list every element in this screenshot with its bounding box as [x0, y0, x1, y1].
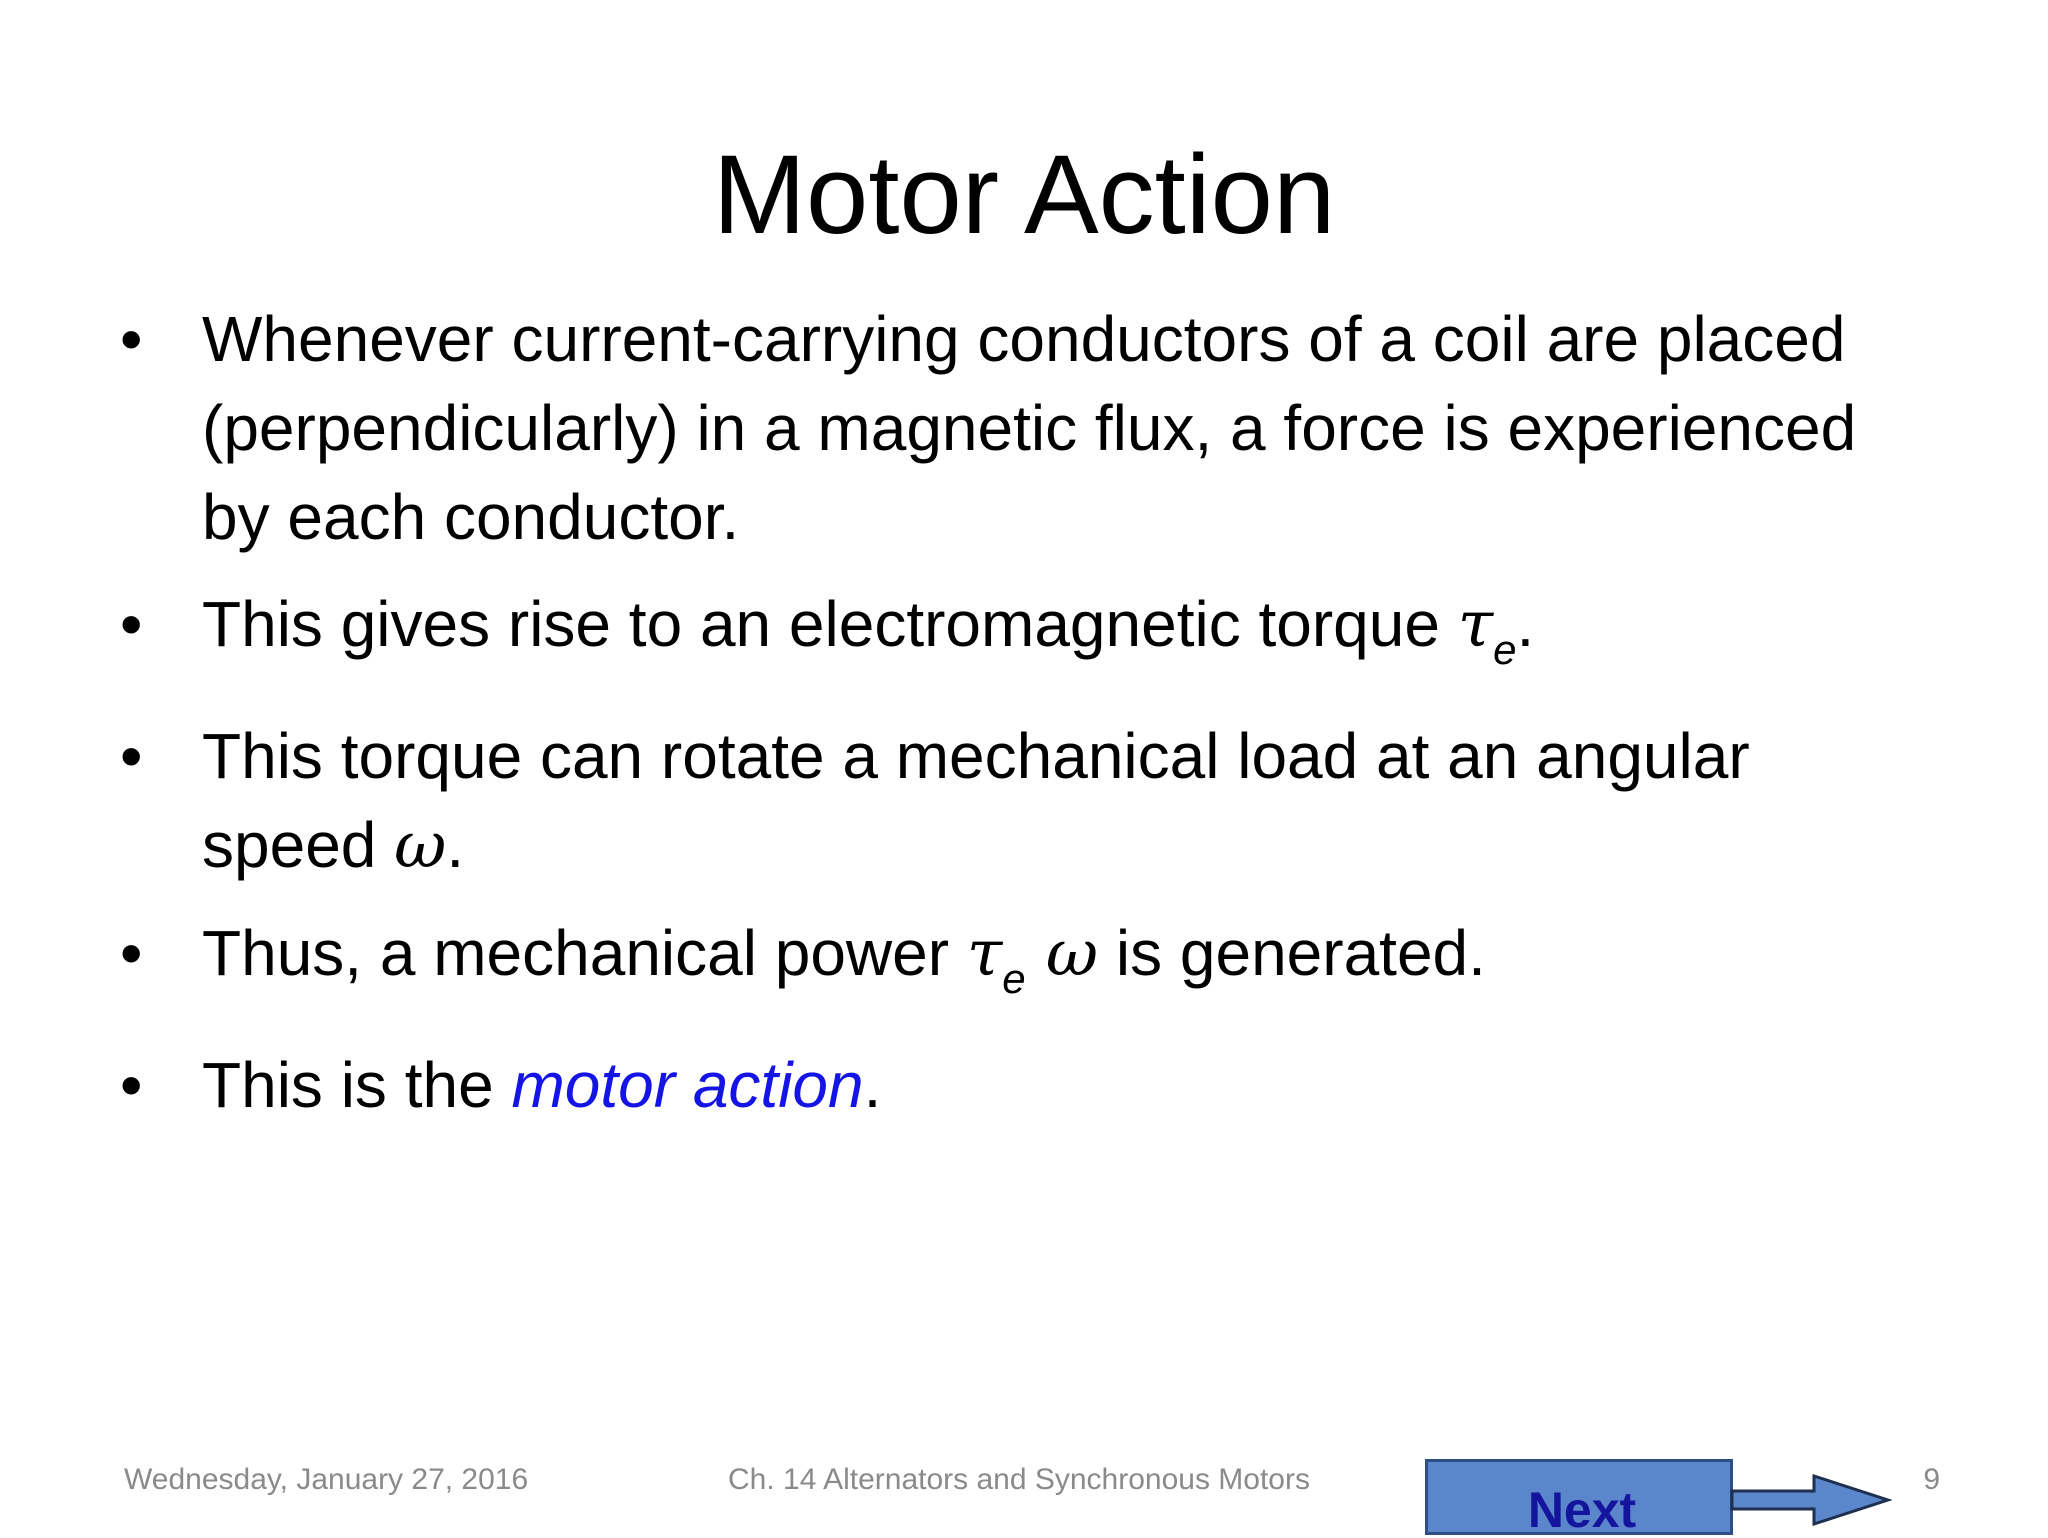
- omega-symbol: ω: [394, 809, 447, 883]
- torque-symbol: τ: [1457, 588, 1494, 662]
- torque-subscript: e: [1002, 955, 1026, 1002]
- slide-title: Motor Action: [712, 132, 1336, 257]
- bullet-point-icon: •: [120, 917, 143, 989]
- footer-chapter: Ch. 14 Alternators and Synchronous Motors: [728, 1463, 1310, 1496]
- footer-date: Wednesday, January 27, 2016: [124, 1463, 529, 1496]
- bullet-point-icon: •: [120, 1049, 143, 1121]
- motor-action-highlight: motor action: [511, 1049, 864, 1121]
- bullet-text-end: .: [446, 809, 465, 881]
- bullet-text-end: .: [863, 1049, 882, 1121]
- bullet-text: This gives rise to an electromagnetic torque: [202, 588, 1458, 660]
- torque-subscript: e: [1493, 626, 1517, 673]
- bullet-item: [120, 909, 1900, 1023]
- bullet-point-icon: •: [120, 720, 143, 792]
- bullet-item: [120, 712, 1900, 891]
- bullet-text: Thus, a mechanical power: [202, 917, 967, 989]
- bullet-list: [120, 295, 1900, 1148]
- torque-symbol: τ: [966, 917, 1003, 991]
- next-button[interactable]: [1425, 1459, 1733, 1538]
- bullet-point-icon: •: [120, 588, 143, 660]
- bullet-item: [120, 1041, 1900, 1130]
- bullet-text-end: is generated.: [1098, 917, 1486, 989]
- bullet-text: This torque can rotate a mechanical load at an angular speed: [202, 720, 1750, 881]
- next-button-label: Next: [1527, 1482, 1637, 1538]
- bullet-point-icon: •: [120, 303, 143, 375]
- bullet-text-end: .: [1516, 588, 1535, 660]
- bullet-item: [120, 580, 1900, 694]
- omega-symbol: ω: [1025, 917, 1099, 991]
- bullet-text: This is the: [202, 1049, 512, 1121]
- bullet-text: Whenever current-carrying conductors of a coil are placed (perpendicularly) in a magnetic flux, a force is experienced by each conductor.: [202, 303, 1857, 553]
- bullet-item: [120, 295, 1900, 562]
- slide-page-number: 9: [1923, 1463, 1940, 1496]
- next-arrow-icon[interactable]: [1730, 1474, 1892, 1526]
